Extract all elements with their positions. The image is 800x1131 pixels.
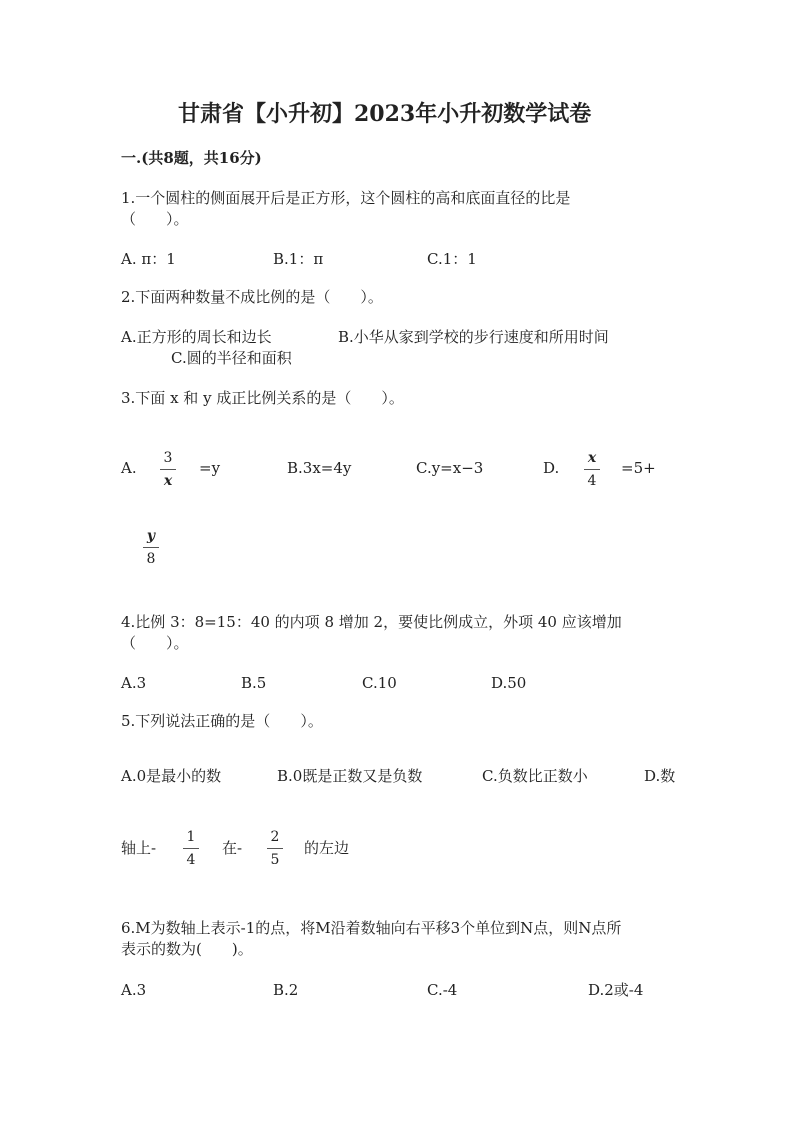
fraction-denominator: x <box>163 473 173 489</box>
q1-stem-line2: （ ）。 <box>121 210 189 228</box>
fraction-bar <box>584 469 600 470</box>
q5-fraction-1 <box>181 829 201 868</box>
q4-stem-line1: 4.比例 3：8=15：40 的内项 8 增加 2，要使比例成立，外项 40 应该增加 <box>121 613 622 631</box>
q6-option-b: B.2 <box>273 981 299 999</box>
q3-option-a-tail: =y <box>199 459 221 477</box>
q3-stem: 3.下面 x 和 y 成正比例关系的是（ ）。 <box>121 389 404 407</box>
fraction-numerator: 2 <box>270 829 280 845</box>
q2-option-a: A.正方形的周长和边长 <box>121 328 272 346</box>
fraction-bar <box>183 848 199 849</box>
q1-option-c: C.1：1 <box>427 250 477 268</box>
q4-option-c: C.10 <box>362 674 397 692</box>
fraction-bar <box>143 547 159 548</box>
page-title: 甘肃省【小升初】2023年小升初数学试卷 <box>178 101 592 127</box>
q3-option-a-label: A. <box>121 459 137 477</box>
fraction-denominator: 8 <box>146 551 156 567</box>
fraction-numerator: x <box>587 450 597 466</box>
fraction-bar <box>160 469 176 470</box>
q5-option-d: D.数 <box>644 767 676 785</box>
q5-fraction-2 <box>265 829 285 868</box>
q5-stem: 5.下列说法正确的是（ ）。 <box>121 712 323 730</box>
q2-option-c: C.圆的半径和面积 <box>171 349 292 367</box>
q5-option-d-cont-2: 在- <box>222 839 243 857</box>
q3-option-d-label: D. <box>543 459 560 477</box>
fraction-numerator: 3 <box>163 450 173 466</box>
section-heading: 一.(共8题，共16分) <box>121 149 262 167</box>
q1-stem-line1: 1.一个圆柱的侧面展开后是正方形，这个圆柱的高和底面直径的比是 <box>121 189 571 207</box>
q2-option-b: B.小华从家到学校的步行速度和所用时间 <box>338 328 609 346</box>
fraction-denominator: 4 <box>587 473 597 489</box>
q5-option-d-cont-3: 的左边 <box>304 839 350 857</box>
q6-stem-line2: 表示的数为( )。 <box>121 940 253 958</box>
q3-option-d-fraction <box>582 450 602 489</box>
q3-option-d-fraction-2 <box>141 528 161 567</box>
q3-option-a-fraction <box>158 450 178 489</box>
q3-option-d-tail: =5+ <box>621 459 656 477</box>
q6-option-c: C.-4 <box>427 981 458 999</box>
fraction-bar <box>267 848 283 849</box>
fraction-denominator: 5 <box>270 852 280 868</box>
q6-option-d: D.2或-4 <box>588 981 644 999</box>
q5-option-b: B.0既是正数又是负数 <box>277 767 423 785</box>
q4-option-d: D.50 <box>491 674 527 692</box>
fraction-denominator: 4 <box>186 852 196 868</box>
q3-option-c: C.y=x−3 <box>416 459 484 477</box>
q4-stem-line2: （ ）。 <box>121 634 189 652</box>
q6-option-a: A.3 <box>121 981 147 999</box>
q5-option-d-cont-1: 轴上- <box>121 839 157 857</box>
q6-stem-line1: 6.M为数轴上表示-1的点，将M沿着数轴向右平移3个单位到N点，则N点所 <box>121 919 622 937</box>
q1-option-a: A. π：1 <box>121 250 176 268</box>
q3-option-b: B.3x=4y <box>287 459 352 477</box>
q5-option-a: A.0是最小的数 <box>121 767 222 785</box>
fraction-numerator: 1 <box>186 829 196 845</box>
q1-option-b: B.1：π <box>273 250 324 268</box>
q4-option-b: B.5 <box>241 674 267 692</box>
q2-stem: 2.下面两种数量不成比例的是（ ）。 <box>121 288 383 306</box>
q5-option-c: C.负数比正数小 <box>482 767 588 785</box>
fraction-numerator: y <box>146 528 156 544</box>
q4-option-a: A.3 <box>121 674 147 692</box>
